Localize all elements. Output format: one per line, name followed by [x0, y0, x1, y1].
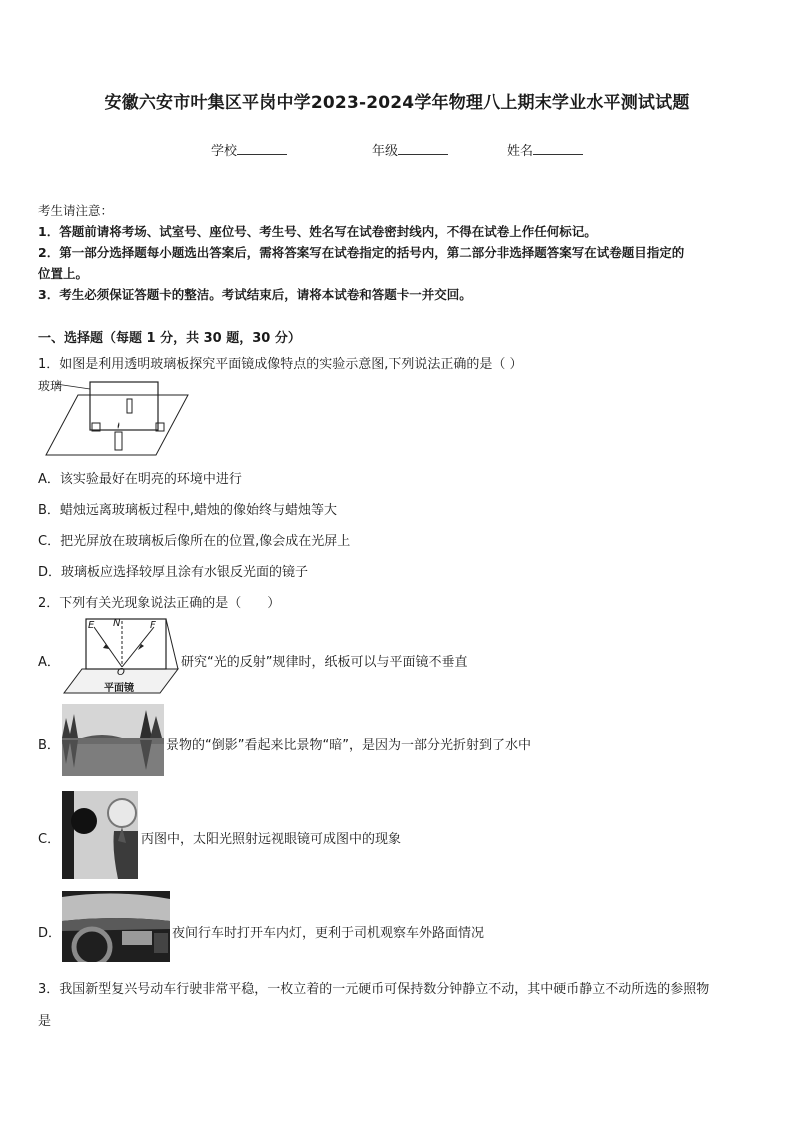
- q3-stem-line1: 3．我国新型复兴号动车行驶非常平稳，一枚立着的一元硬币可保持数分钟静立不动，其中硬币静立不动所选的参照物: [38, 982, 710, 997]
- q1-option-c: C．把光屏放在玻璃板后像所在的位置,像会成在光屏上: [38, 534, 351, 549]
- lake-photo-svg: [62, 704, 164, 776]
- q2-option-c-text: 丙图中，太阳光照射远视眼镜可成图中的现象: [141, 832, 402, 847]
- notice-item: 3．考生必须保证答题卡的整洁。考试结束后，请将本试卷和答题卡一并交回。: [38, 287, 472, 302]
- q2-option-b-text: 景物的“倒影”看起来比景物“暗”，是因为一部分光折射到了水中: [166, 738, 531, 753]
- q2-option-d-text: 夜间行车时打开车内灯，更利于司机观察车外路面情况: [172, 926, 485, 941]
- exam-title: 安徽六安市叶集区平岗中学2023-2024学年物理八上期末学业水平测试试题: [104, 93, 690, 113]
- notice-block: [38, 200, 760, 305]
- notice-heading: 考生请注意：: [38, 203, 114, 218]
- grade-blank: [398, 140, 448, 155]
- name-field: [507, 140, 583, 159]
- q1-option-a: A．该实验最好在明亮的环境中进行: [38, 472, 242, 487]
- grade-field: [372, 140, 448, 159]
- q1-option-b: B．蜡烛远离玻璃板过程中,蜡烛的像始终与蜡烛等大: [38, 503, 338, 518]
- notice-item: 2．第一部分选择题每小题选出答案后，需将答案写在试卷指定的括号内，第二部分非选择题答案写在试卷题目指定的: [38, 245, 685, 260]
- notice-item: 位置上。: [38, 266, 89, 281]
- q1-stem: 1．如图是利用透明玻璃板探究平面镜成像特点的实验示意图,下列说法正确的是（ ）: [38, 357, 523, 372]
- grade-label: 年级: [372, 144, 399, 159]
- lake-reflection-photo: [62, 704, 164, 776]
- reflection-experiment-figure: [62, 617, 180, 695]
- car-photo-svg: [62, 891, 170, 962]
- q2-option-a-label: A．: [38, 655, 60, 670]
- name-blank: [533, 140, 583, 155]
- q2-stem: 2．下列有关光现象说法正确的是（ ）: [38, 596, 281, 611]
- plane-mirror-label: 平面镜: [104, 683, 134, 694]
- q2-option-b-label: B．: [38, 738, 60, 753]
- q1-option-d: D．玻璃板应选择较厚且涂有水银反光面的镜子: [38, 565, 309, 580]
- point-label-o: O: [117, 667, 125, 678]
- notice-item: 1．答题前请将考场、试室号、座位号、考生号、姓名写在试卷密封线内，不得在试卷上作任何标记。: [38, 224, 597, 239]
- q2-option-d-label: D．: [38, 926, 62, 941]
- name-label: 姓名: [507, 144, 534, 159]
- car-interior-photo: [62, 891, 170, 962]
- normal-label-n: N: [113, 618, 121, 629]
- glass-label: 玻璃: [38, 379, 63, 393]
- lens-photo-svg: [62, 791, 138, 879]
- q3-stem-line2: 是: [38, 1014, 52, 1029]
- ray-label-f: F: [150, 620, 156, 631]
- school-label: 学校: [211, 144, 238, 159]
- mirror-experiment-figure: [38, 377, 193, 457]
- section-heading: 一、选择题（每题 1 分，共 30 题，30 分）: [38, 331, 301, 346]
- lens-focus-photo: [62, 791, 138, 879]
- q2-option-a-text: 研究“光的反射”规律时，纸板可以与平面镜不垂直: [181, 655, 468, 670]
- school-field: [211, 140, 287, 159]
- q2-option-c-label: C．: [38, 832, 61, 847]
- ray-label-e: E: [88, 620, 95, 631]
- school-blank: [237, 140, 287, 155]
